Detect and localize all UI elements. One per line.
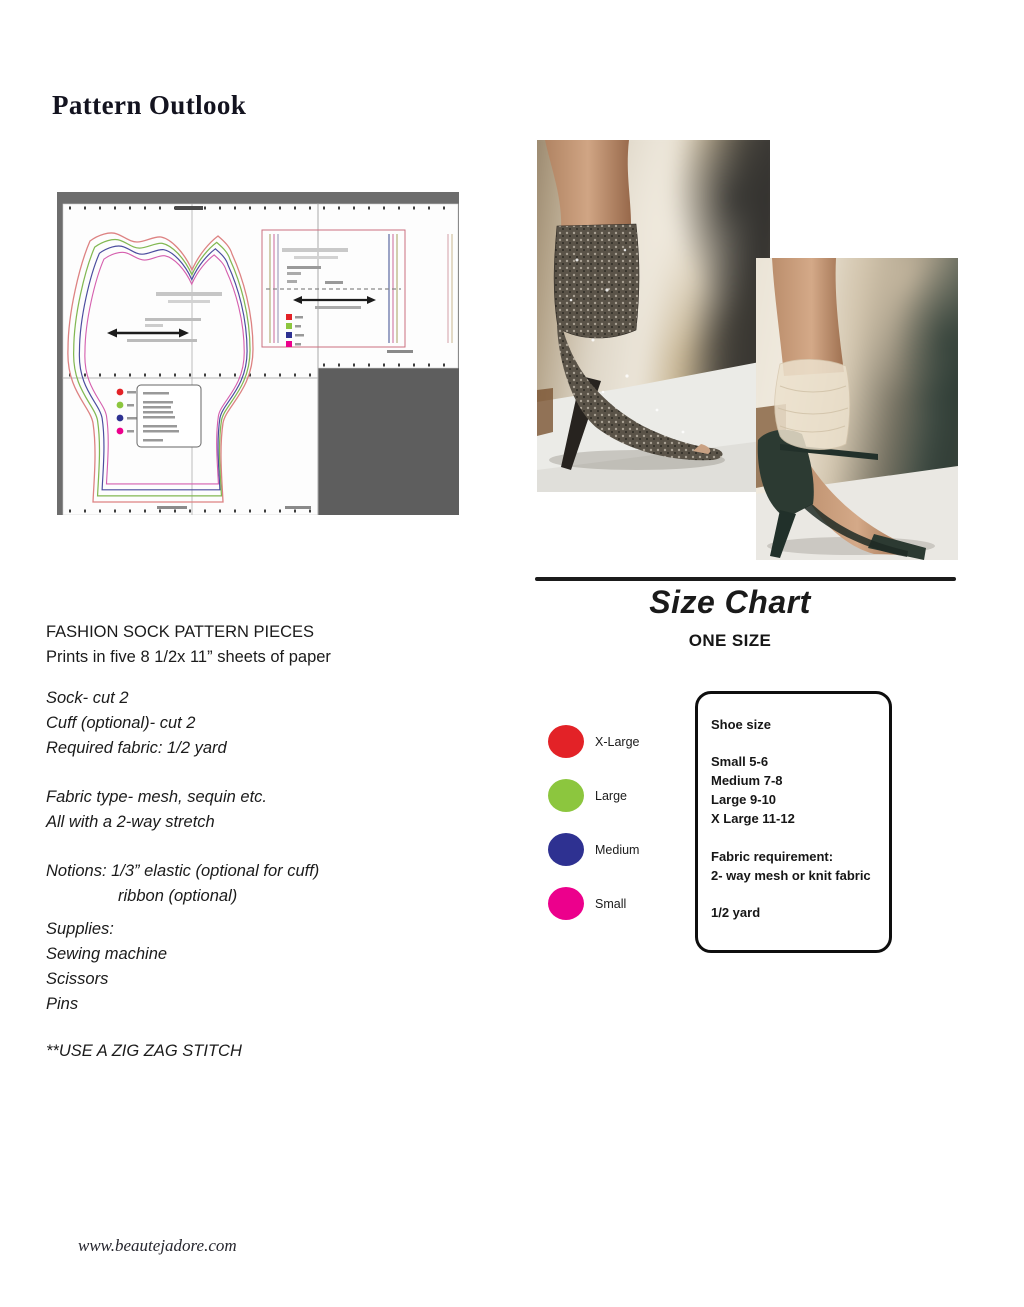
size-line-xlarge: X Large 11-12 [711,811,795,826]
pattern-pieces-heading: FASHION SOCK PATTERN PIECES [46,623,315,641]
supply-scissors: Scissors [46,970,109,988]
pattern-details-column [46,620,536,1064]
legend-row-large [548,779,639,812]
size-color-legend [548,725,639,941]
notions-line: Notions: 1/3” elastic (optional for cuff) [46,862,320,880]
fabric-requirement-type: 2- way mesh or knit fabric [711,868,871,883]
required-fabric-line: Required fabric: 1/2 yard [46,739,227,757]
supplies-heading: Supplies: [46,920,114,938]
empty-tile-area [318,368,459,515]
page-title: Pattern Outlook [52,90,247,120]
size-chart-divider [535,577,956,581]
pattern-preview-image [57,192,459,515]
fabric-requirement-heading: Fabric requirement: [711,849,834,864]
filename-text [175,206,203,210]
legend-label: Large [595,788,627,803]
legend-row-small [548,887,639,920]
print-info-line: Prints in five 8 1/2x 11” sheets of paper [46,648,331,666]
one-size-label: ONE SIZE [688,631,772,650]
legend-label: Medium [595,842,640,857]
size-chart-title: Size Chart [649,584,811,620]
fabric-requirement-amount: 1/2 yard [711,905,761,920]
photo-mesh-sock [756,258,958,560]
cut-line-sock: Sock- cut 2 [46,689,129,707]
sheer-mesh-sock [775,359,850,449]
shoe-size-title: Shoe size [711,717,771,732]
wood-shelf [537,388,553,436]
fabric-type-line: Fabric type- mesh, sequin etc. [46,788,268,806]
size-chart-box [695,691,892,953]
size-line-large: Large 9-10 [711,792,777,807]
small-color-swatch [548,887,584,920]
large-color-swatch [548,779,584,812]
size-line-medium: Medium 7-8 [711,773,783,788]
photo-sequin-sock [537,140,770,492]
medium-color-swatch [548,833,584,866]
cut-line-cuff: Cuff (optional)- cut 2 [46,714,196,732]
sequin-sock-ankle [554,224,639,338]
ribbon-line: ribbon (optional) [118,887,238,905]
pattern-preview-canvas [57,192,459,515]
legend-label: X-Large [595,734,640,749]
leg [772,258,844,376]
supply-sewing-machine: Sewing machine [46,945,168,963]
supply-pins: Pins [46,995,79,1013]
zigzag-note: **USE A ZIG ZAG STITCH [46,1042,242,1060]
legend-label: Small [595,896,627,911]
legend-row-xlarge [548,725,639,758]
legend-row-medium [548,833,639,866]
pattern-sheet [318,204,458,368]
stretch-line: All with a 2-way stretch [46,813,215,831]
size-line-small: Small 5-6 [711,754,769,769]
footer-url: www.beautejadore.com [78,1236,237,1255]
leg [545,140,631,232]
xlarge-color-swatch [548,725,584,758]
mini-info-box [137,385,201,447]
